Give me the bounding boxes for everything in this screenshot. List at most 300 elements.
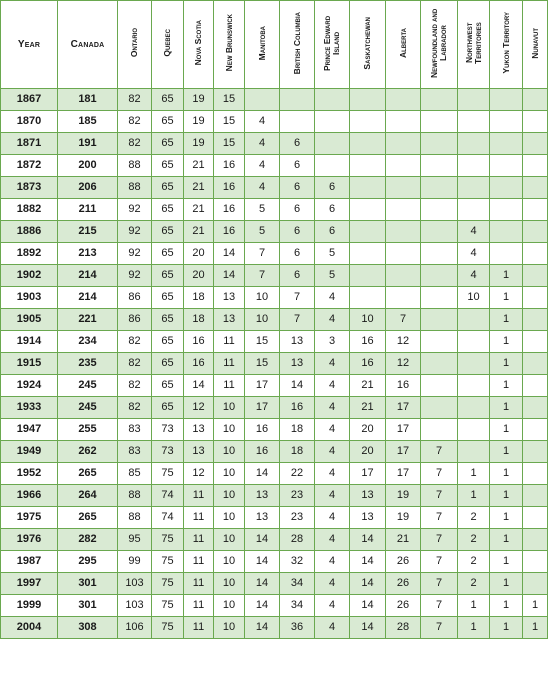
table-cell: 82 (118, 375, 152, 397)
header-newfoundland-and-labrador-label: Newfoundland and Labrador (429, 8, 448, 78)
table-cell: 11 (184, 529, 214, 551)
table-cell: 1 (458, 617, 490, 639)
table-cell: 86 (118, 309, 152, 331)
table-cell: 4 (458, 221, 490, 243)
table-row (1, 111, 548, 133)
table-cell (421, 265, 458, 287)
table-cell (523, 177, 548, 199)
table-cell: 4 (315, 485, 350, 507)
table-cell: 1 (490, 507, 523, 529)
table-cell: 19 (184, 111, 214, 133)
table-cell: 4 (245, 177, 280, 199)
table-cell: 4 (315, 573, 350, 595)
table-cell: 10 (214, 595, 245, 617)
cell-canada-total: 301 (58, 573, 118, 595)
table-cell: 4 (458, 243, 490, 265)
header-manitoba (245, 1, 280, 89)
table-cell: 1 (490, 397, 523, 419)
table-cell (315, 89, 350, 111)
table-cell (421, 155, 458, 177)
table-cell: 88 (118, 177, 152, 199)
table-cell: 11 (184, 595, 214, 617)
table-cell: 10 (214, 485, 245, 507)
table-cell: 10 (214, 573, 245, 595)
table-cell: 73 (152, 441, 184, 463)
table-cell (315, 111, 350, 133)
table-cell: 14 (245, 573, 280, 595)
table-cell (523, 573, 548, 595)
table-cell: 82 (118, 331, 152, 353)
cell-canada-total: 191 (58, 133, 118, 155)
table-row (1, 155, 548, 177)
header-quebec-label: Quebec (162, 29, 173, 57)
table-cell: 3 (315, 331, 350, 353)
table-cell: 14 (350, 595, 386, 617)
table-cell: 21 (350, 397, 386, 419)
table-cell: 10 (214, 419, 245, 441)
table-cell: 4 (315, 419, 350, 441)
cell-canada-total: 301 (58, 595, 118, 617)
table-cell: 103 (118, 573, 152, 595)
table-cell (523, 221, 548, 243)
cell-year: 1949 (1, 441, 58, 463)
table-cell: 11 (184, 485, 214, 507)
header-yukon-territory (490, 1, 523, 89)
table-cell: 17 (386, 463, 421, 485)
cell-canada-total: 234 (58, 331, 118, 353)
table-cell (421, 111, 458, 133)
cell-year: 1915 (1, 353, 58, 375)
table-cell: 16 (214, 199, 245, 221)
table-cell: 5 (245, 221, 280, 243)
table-cell (386, 177, 421, 199)
table-cell: 6 (315, 177, 350, 199)
header-quebec (152, 1, 184, 89)
table-cell (490, 243, 523, 265)
table-cell: 7 (245, 243, 280, 265)
cell-year: 1933 (1, 397, 58, 419)
table-cell: 6 (280, 265, 315, 287)
table-cell (523, 133, 548, 155)
table-cell (280, 111, 315, 133)
table-cell (421, 419, 458, 441)
table-cell (386, 111, 421, 133)
table-cell: 6 (280, 177, 315, 199)
table-cell: 28 (386, 617, 421, 639)
table-cell: 13 (245, 485, 280, 507)
table-cell: 88 (118, 485, 152, 507)
table-cell: 1 (490, 463, 523, 485)
table-cell: 65 (152, 397, 184, 419)
table-cell: 7 (421, 463, 458, 485)
table-cell: 65 (152, 265, 184, 287)
table-row (1, 529, 548, 551)
table-cell (386, 243, 421, 265)
cell-canada-total: 264 (58, 485, 118, 507)
table-cell: 11 (184, 617, 214, 639)
cell-year: 1997 (1, 573, 58, 595)
table-cell: 65 (152, 375, 184, 397)
table-cell: 10 (350, 309, 386, 331)
table-cell: 7 (421, 595, 458, 617)
header-saskatchewan-label: Saskatchewan (362, 16, 373, 70)
table-cell: 6 (315, 199, 350, 221)
table-row (1, 265, 548, 287)
cell-canada-total: 265 (58, 463, 118, 485)
table-cell: 1 (490, 441, 523, 463)
table-cell: 74 (152, 485, 184, 507)
cell-canada-total: 214 (58, 287, 118, 309)
table-cell: 4 (315, 397, 350, 419)
cell-canada-total: 262 (58, 441, 118, 463)
table-cell (421, 199, 458, 221)
table-cell: 21 (350, 375, 386, 397)
table-cell (421, 221, 458, 243)
table-cell: 75 (152, 617, 184, 639)
table-cell (523, 353, 548, 375)
header-nunavut (523, 1, 548, 89)
table-cell (245, 89, 280, 111)
table-cell: 2 (458, 529, 490, 551)
table-cell (458, 353, 490, 375)
table-cell: 1 (458, 485, 490, 507)
table-row (1, 573, 548, 595)
table-cell: 4 (245, 155, 280, 177)
table-row (1, 243, 548, 265)
table-cell: 14 (245, 617, 280, 639)
table-cell (523, 199, 548, 221)
cell-year: 1886 (1, 221, 58, 243)
table-cell: 21 (386, 529, 421, 551)
table-cell: 13 (350, 507, 386, 529)
table-cell: 65 (152, 111, 184, 133)
header-row (1, 1, 548, 89)
table-cell: 7 (421, 507, 458, 529)
table-cell: 21 (184, 199, 214, 221)
table-row (1, 507, 548, 529)
cell-year: 2004 (1, 617, 58, 639)
table-cell: 10 (458, 287, 490, 309)
table-cell: 6 (280, 199, 315, 221)
table-cell: 6 (280, 155, 315, 177)
table-cell: 82 (118, 353, 152, 375)
cell-canada-total: 221 (58, 309, 118, 331)
table-cell: 65 (152, 243, 184, 265)
table-cell (421, 89, 458, 111)
table-cell (386, 89, 421, 111)
table-cell: 65 (152, 287, 184, 309)
table-cell: 65 (152, 221, 184, 243)
cell-canada-total: 265 (58, 507, 118, 529)
table-cell (421, 397, 458, 419)
table-cell (490, 111, 523, 133)
table-cell (490, 199, 523, 221)
table-cell (350, 287, 386, 309)
table-cell: 11 (214, 331, 245, 353)
table-cell (280, 89, 315, 111)
table-cell (523, 441, 548, 463)
table-cell: 19 (386, 485, 421, 507)
table-cell: 14 (350, 529, 386, 551)
table-cell: 4 (245, 111, 280, 133)
cell-year: 1871 (1, 133, 58, 155)
table-cell: 20 (184, 265, 214, 287)
table-cell: 10 (214, 617, 245, 639)
cell-canada-total: 235 (58, 353, 118, 375)
cell-year: 1873 (1, 177, 58, 199)
table-cell: 88 (118, 155, 152, 177)
table-cell: 2 (458, 573, 490, 595)
cell-canada-total: 200 (58, 155, 118, 177)
table-cell (523, 155, 548, 177)
table-cell: 1 (490, 529, 523, 551)
header-northwest-territories (458, 1, 490, 89)
table-cell: 4 (315, 507, 350, 529)
table-cell: 6 (315, 221, 350, 243)
table-cell (350, 133, 386, 155)
table-row (1, 221, 548, 243)
table-cell (458, 397, 490, 419)
table-cell: 1 (490, 551, 523, 573)
table-cell (421, 177, 458, 199)
table-cell: 14 (350, 551, 386, 573)
table-cell: 20 (350, 419, 386, 441)
table-row (1, 199, 548, 221)
cell-canada-total: 245 (58, 397, 118, 419)
table-cell: 75 (152, 573, 184, 595)
header-new-brunswick-label: New Brunswick (223, 14, 234, 72)
table-cell: 26 (386, 595, 421, 617)
table-cell: 1 (523, 595, 548, 617)
table-cell: 10 (214, 397, 245, 419)
table-cell: 14 (350, 573, 386, 595)
table-cell: 18 (184, 309, 214, 331)
cell-canada-total: 295 (58, 551, 118, 573)
table-cell: 4 (458, 265, 490, 287)
header-nunavut-label: Nunavut (529, 27, 540, 59)
table-cell: 75 (152, 463, 184, 485)
table-cell: 65 (152, 199, 184, 221)
header-manitoba-label: Manitoba (256, 25, 267, 61)
table-cell (350, 155, 386, 177)
cell-year: 1975 (1, 507, 58, 529)
table-cell (386, 265, 421, 287)
header-nova-scotia (184, 1, 214, 89)
table-row (1, 287, 548, 309)
table-row (1, 441, 548, 463)
table-cell: 4 (315, 287, 350, 309)
table-cell: 14 (245, 463, 280, 485)
table-cell (523, 265, 548, 287)
cell-canada-total: 308 (58, 617, 118, 639)
table-cell: 23 (280, 485, 315, 507)
table-cell: 6 (280, 133, 315, 155)
table-row (1, 463, 548, 485)
table-cell: 7 (421, 551, 458, 573)
header-newfoundland-and-labrador (421, 1, 458, 89)
table-cell: 7 (421, 529, 458, 551)
table-cell (458, 375, 490, 397)
table-cell (350, 199, 386, 221)
table-cell (421, 287, 458, 309)
table-cell: 4 (315, 375, 350, 397)
table-cell: 21 (184, 221, 214, 243)
table-cell: 13 (350, 485, 386, 507)
table-cell: 2 (458, 551, 490, 573)
table-cell: 15 (214, 89, 245, 111)
table-row (1, 617, 548, 639)
table-cell: 75 (152, 551, 184, 573)
table-cell: 7 (421, 573, 458, 595)
table-cell: 13 (245, 507, 280, 529)
cell-year: 1867 (1, 89, 58, 111)
table-cell: 5 (315, 265, 350, 287)
table-cell (458, 133, 490, 155)
table-cell (458, 89, 490, 111)
table-cell: 1 (490, 331, 523, 353)
table-cell: 19 (184, 89, 214, 111)
table-cell: 65 (152, 177, 184, 199)
cell-canada-total: 215 (58, 221, 118, 243)
table-cell: 36 (280, 617, 315, 639)
table-cell: 12 (184, 397, 214, 419)
table-cell: 88 (118, 507, 152, 529)
table-cell: 1 (490, 375, 523, 397)
table-cell (386, 155, 421, 177)
table-cell (350, 111, 386, 133)
table-cell: 4 (315, 617, 350, 639)
header-prince-edward-island (315, 1, 350, 89)
table-cell: 13 (184, 419, 214, 441)
table-row (1, 419, 548, 441)
table-cell: 11 (184, 507, 214, 529)
table-cell: 15 (245, 353, 280, 375)
table-cell (350, 243, 386, 265)
table-cell: 11 (214, 375, 245, 397)
table-cell: 18 (184, 287, 214, 309)
table-cell: 10 (214, 441, 245, 463)
table-cell: 34 (280, 573, 315, 595)
table-cell: 10 (214, 529, 245, 551)
table-body (1, 89, 548, 639)
table-cell: 65 (152, 155, 184, 177)
table-cell (490, 177, 523, 199)
table-cell: 11 (184, 573, 214, 595)
table-cell: 1 (458, 595, 490, 617)
table-cell: 1 (490, 419, 523, 441)
table-cell: 12 (184, 463, 214, 485)
table-cell: 18 (280, 441, 315, 463)
table-cell (350, 265, 386, 287)
cell-canada-total: 211 (58, 199, 118, 221)
table-cell: 74 (152, 507, 184, 529)
cell-canada-total: 213 (58, 243, 118, 265)
cell-canada-total: 214 (58, 265, 118, 287)
table-cell: 4 (315, 551, 350, 573)
table-cell (523, 89, 548, 111)
table-cell (458, 331, 490, 353)
table-cell: 7 (245, 265, 280, 287)
cell-year: 1882 (1, 199, 58, 221)
table-cell: 1 (490, 573, 523, 595)
table-cell: 13 (280, 353, 315, 375)
table-cell (386, 287, 421, 309)
table-cell: 10 (245, 287, 280, 309)
table-cell: 17 (386, 441, 421, 463)
table-cell: 14 (184, 375, 214, 397)
table-cell: 5 (245, 199, 280, 221)
header-yukon-territory-label: Yukon Territory (500, 12, 511, 74)
table-cell: 16 (280, 397, 315, 419)
table-cell: 17 (350, 463, 386, 485)
table-cell (350, 221, 386, 243)
table-cell: 7 (280, 309, 315, 331)
header-nova-scotia-label: Nova Scotia (193, 20, 204, 66)
table-cell: 6 (280, 243, 315, 265)
table-cell: 95 (118, 529, 152, 551)
table-cell: 65 (152, 89, 184, 111)
table-cell: 5 (315, 243, 350, 265)
table-cell: 20 (350, 441, 386, 463)
table-cell: 4 (315, 529, 350, 551)
table-cell (350, 177, 386, 199)
table-cell (421, 243, 458, 265)
table-cell (523, 111, 548, 133)
header-new-brunswick (214, 1, 245, 89)
table-cell: 19 (184, 133, 214, 155)
table-cell: 82 (118, 397, 152, 419)
cell-canada-total: 245 (58, 375, 118, 397)
table-cell: 4 (315, 441, 350, 463)
table-cell: 14 (245, 595, 280, 617)
table-cell: 99 (118, 551, 152, 573)
table-cell: 7 (280, 287, 315, 309)
table-cell: 73 (152, 419, 184, 441)
table-cell: 28 (280, 529, 315, 551)
table-cell: 75 (152, 529, 184, 551)
table-cell: 19 (386, 507, 421, 529)
table-cell: 16 (350, 331, 386, 353)
table-cell (523, 485, 548, 507)
table-cell: 13 (184, 441, 214, 463)
table-cell (523, 507, 548, 529)
header-alberta-label: Alberta (397, 27, 408, 59)
table-cell: 86 (118, 287, 152, 309)
table-cell: 85 (118, 463, 152, 485)
cell-year: 1903 (1, 287, 58, 309)
table-cell (458, 111, 490, 133)
table-cell: 83 (118, 441, 152, 463)
table-cell: 23 (280, 507, 315, 529)
header-northwest-territories-label: Northwest Territories (463, 22, 483, 64)
table-cell: 7 (421, 485, 458, 507)
table-cell: 14 (214, 265, 245, 287)
table-cell (523, 309, 548, 331)
table-cell: 13 (214, 287, 245, 309)
table-cell (421, 375, 458, 397)
table-cell (523, 397, 548, 419)
table-cell: 1 (490, 287, 523, 309)
table-row (1, 353, 548, 375)
table-cell: 32 (280, 551, 315, 573)
cell-canada-total: 181 (58, 89, 118, 111)
table-cell: 92 (118, 199, 152, 221)
table-cell: 34 (280, 595, 315, 617)
table-cell (523, 551, 548, 573)
table-cell (523, 331, 548, 353)
table-cell: 16 (214, 221, 245, 243)
cell-year: 1914 (1, 331, 58, 353)
